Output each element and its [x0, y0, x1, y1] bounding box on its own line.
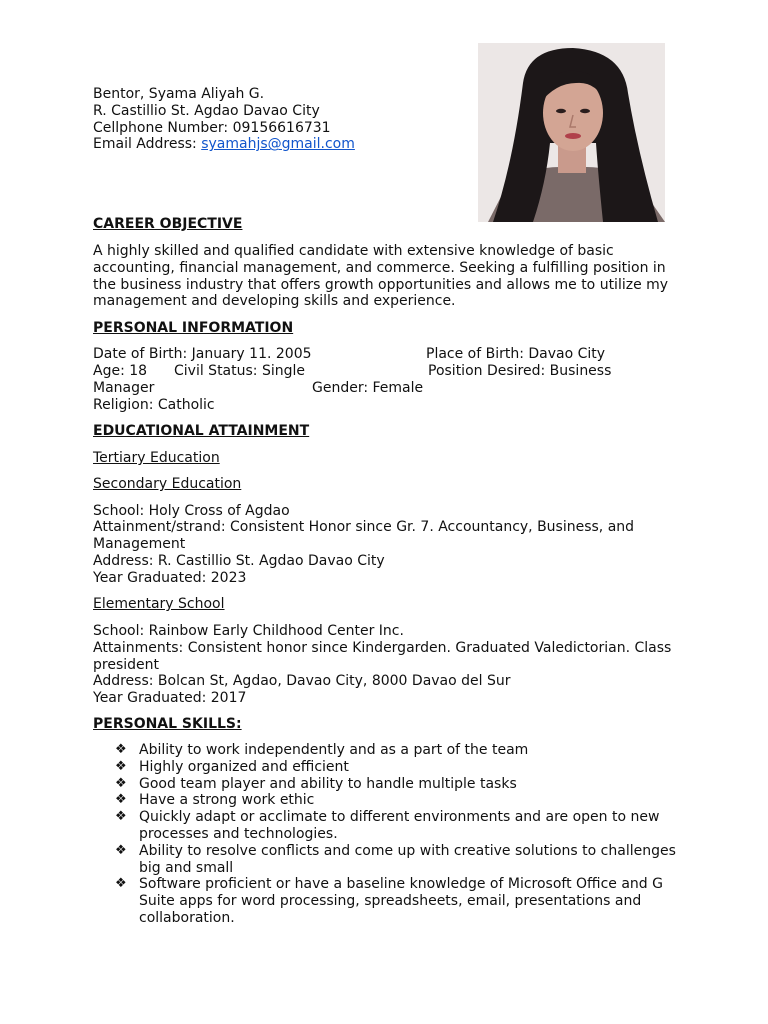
diamond-bullet-icon: ❖ [115, 742, 127, 757]
position-desired-continued: Manager [93, 380, 155, 396]
gender: Gender: Female [312, 380, 424, 396]
date-of-birth: Date of Birth: January 11. 2005 [93, 346, 312, 362]
skill-text: Ability to work independently and as a part of the team [139, 742, 529, 758]
skill-text: Software proficient or have a baseline knowledge of Microsoft Office and G Suite apps for word processing, spreadsheets, email, presentations and collaboration. [139, 876, 663, 926]
secondary-education-title: Secondary Education [93, 476, 242, 492]
tertiary-education-title: Tertiary Education [93, 450, 220, 466]
cellphone-number: 09156616731 [232, 119, 331, 136]
elementary-school-title: Elementary School [93, 596, 225, 612]
resume-page [93, 0, 683, 1024]
age: Age: 18 [93, 363, 148, 379]
civil-status: Civil Status: Single [174, 363, 305, 379]
skill-text: Quickly adapt or acclimate to different environments and are open to new processes and technologies. [139, 809, 660, 842]
email-link[interactable]: syamahjs@gmail.com [201, 136, 355, 153]
elementary-year: Year Graduated: 2017 [93, 690, 247, 706]
place-of-birth: Place of Birth: Davao City [426, 346, 606, 362]
cellphone-line [93, 120, 355, 137]
secondary-address: Address: R. Castillio St. Agdao Davao City [93, 553, 385, 569]
email-line [93, 136, 355, 153]
diamond-bullet-icon: ❖ [115, 809, 127, 825]
skill-item [93, 742, 678, 759]
skill-text: Have a strong work ethic [139, 792, 315, 809]
skill-text: Highly organized and efficient [139, 758, 349, 775]
secondary-year: Year Graduated: 2023 [93, 570, 247, 586]
skill-item [93, 759, 678, 776]
email-label: Email Address: [93, 136, 202, 153]
career-objective-text: A highly skilled and qualified candidate with extensive knowledge of basic accounting, financial management, and commerce. Seeking a fulfilling position in the business industry that offers growth opportunities and allows me to utilize my management and developing skills and experience. [93, 243, 669, 310]
secondary-attainment: Attainment/strand: Consistent Honor since Gr. 7. Accountancy, Business, and Management [93, 519, 635, 552]
contact-block [93, 86, 355, 153]
diamond-bullet-icon: ❖ [115, 758, 127, 774]
career-objective-title: CAREER OBJECTIVE [93, 216, 243, 232]
skill-item [93, 792, 678, 809]
applicant-name: Bentor, Syama Aliyah G. [93, 86, 265, 102]
cellphone-label: Cellphone Number: [93, 119, 233, 136]
diamond-bullet-icon: ❖ [115, 876, 127, 892]
personal-information-title: PERSONAL INFORMATION [93, 320, 294, 336]
skill-item [93, 776, 678, 793]
diamond-bullet-icon: ❖ [115, 842, 127, 858]
educational-attainment-title: EDUCATIONAL ATTAINMENT [93, 423, 310, 439]
diamond-bullet-icon: ❖ [115, 775, 127, 791]
skill-text: Ability to resolve conflicts and come up with creative solutions to challenges big and small [139, 842, 676, 876]
position-desired: Position Desired: Business [428, 363, 612, 379]
skill-item [93, 876, 678, 926]
skill-item [93, 843, 678, 877]
skills-list [93, 742, 678, 927]
diamond-bullet-icon: ❖ [115, 792, 127, 808]
elementary-attainments: Attainments: Consistent honor since Kindergarden. Graduated Valedictorian. Class president [93, 640, 672, 673]
skill-text: Good team player and ability to handle multiple tasks [139, 775, 517, 792]
applicant-address: R. Castillio St. Agdao Davao City [93, 102, 320, 119]
elementary-school: School: Rainbow Early Childhood Center Inc. [93, 623, 404, 639]
skill-item [93, 809, 678, 843]
religion: Religion: Catholic [93, 397, 215, 413]
personal-skills-title: PERSONAL SKILLS: [93, 716, 242, 732]
elementary-address: Address: Bolcan St, Agdao, Davao City, 8000 Davao del Sur [93, 673, 511, 689]
secondary-school: School: Holy Cross of Agdao [93, 503, 290, 519]
applicant-photo [478, 43, 665, 222]
